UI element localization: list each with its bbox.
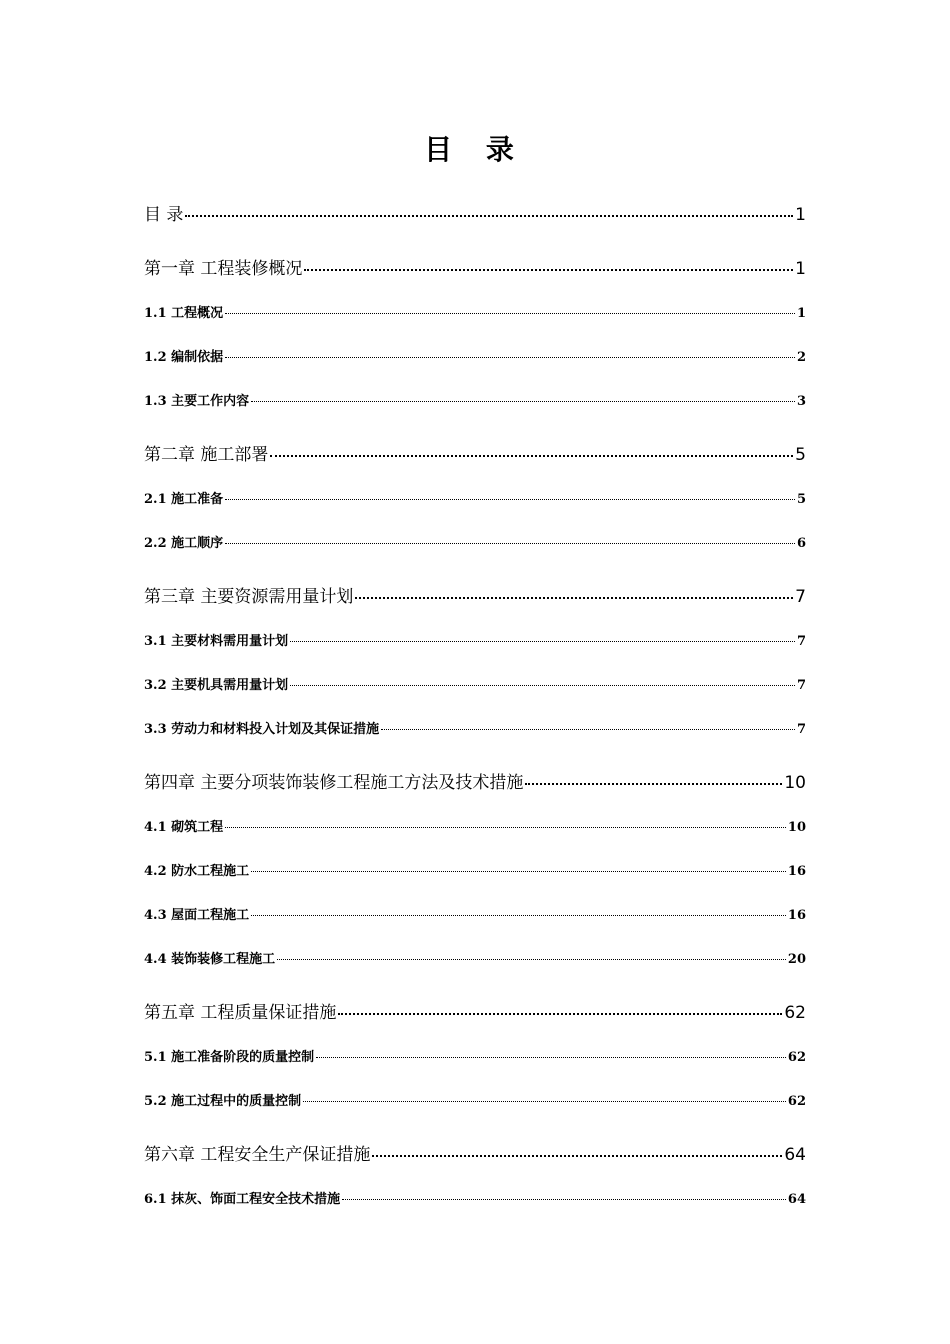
toc-entry-7[interactable] — [144, 534, 806, 554]
toc-entry-label: 第五章 工程质量保证措施 — [144, 1003, 337, 1023]
toc-dot-leader — [225, 499, 795, 500]
toc-dot-leader — [225, 313, 795, 314]
toc-entry-19[interactable] — [144, 1092, 806, 1112]
toc-entry-label: 1.3 主要工作内容 — [144, 394, 250, 409]
toc-entry-label: 3.2 主要机具需用量计划 — [144, 678, 289, 693]
toc-entry-10[interactable] — [144, 676, 806, 696]
toc-entry-8[interactable] — [144, 584, 806, 610]
toc-entry-18[interactable] — [144, 1048, 806, 1068]
toc-dot-leader — [290, 641, 795, 642]
toc-entry-label: 5.2 施工过程中的质量控制 — [144, 1094, 302, 1109]
toc-entry-page-number: 62 — [787, 1050, 806, 1065]
toc-dot-leader — [381, 729, 795, 730]
toc-dot-leader — [251, 915, 786, 916]
toc-entry-label: 第三章 主要资源需用量计划 — [144, 587, 354, 607]
toc-entry-label: 2.1 施工准备 — [144, 492, 224, 507]
toc-entry-14[interactable] — [144, 862, 806, 882]
toc-entry-page-number: 10 — [784, 773, 806, 793]
toc-entry-0[interactable] — [144, 202, 806, 228]
toc-entry-label: 4.4 装饰装修工程施工 — [144, 952, 276, 967]
toc-dot-leader — [316, 1057, 786, 1058]
toc-entry-page-number: 6 — [796, 536, 806, 551]
toc-dot-leader — [270, 455, 793, 457]
toc-entry-13[interactable] — [144, 818, 806, 838]
toc-entry-6[interactable] — [144, 490, 806, 510]
toc-entry-label: 第二章 施工部署 — [144, 445, 269, 465]
toc-dot-leader — [342, 1199, 786, 1200]
toc-dot-leader — [225, 543, 795, 544]
toc-entry-page-number: 16 — [787, 908, 806, 923]
toc-entry-page-number: 5 — [795, 445, 806, 465]
toc-entry-label: 5.1 施工准备阶段的质量控制 — [144, 1050, 315, 1065]
toc-entry-label: 6.1 抹灰、饰面工程安全技术措施 — [144, 1192, 341, 1207]
toc-entry-12[interactable] — [144, 770, 806, 796]
toc-entry-1[interactable] — [144, 256, 806, 282]
toc-entry-9[interactable] — [144, 632, 806, 652]
toc-entry-page-number: 7 — [796, 722, 806, 737]
toc-entry-16[interactable] — [144, 950, 806, 970]
toc-entry-15[interactable] — [144, 906, 806, 926]
toc-entry-label: 3.3 劳动力和材料投入计划及其保证措施 — [144, 722, 380, 737]
page-title: 目 录 — [424, 133, 526, 166]
toc-entry-17[interactable] — [144, 1000, 806, 1026]
toc-entry-page-number: 62 — [787, 1094, 806, 1109]
toc-dot-leader — [304, 269, 793, 271]
toc-dot-leader — [225, 827, 786, 828]
toc-entry-label: 4.2 防水工程施工 — [144, 864, 250, 879]
toc-entry-label: 第四章 主要分项装饰装修工程施工方法及技术措施 — [144, 773, 524, 793]
toc-entry-2[interactable] — [144, 304, 806, 324]
toc-entry-page-number: 10 — [787, 820, 806, 835]
toc-entry-page-number: 7 — [796, 678, 806, 693]
toc-entry-20[interactable] — [144, 1142, 806, 1168]
toc-dot-leader — [251, 401, 795, 402]
toc-entry-5[interactable] — [144, 442, 806, 468]
toc-entry-page-number: 64 — [784, 1145, 806, 1165]
toc-dot-leader — [290, 685, 795, 686]
toc-dot-leader — [251, 871, 786, 872]
toc-entry-page-number: 1 — [796, 306, 806, 321]
toc-dot-leader — [525, 783, 782, 785]
toc-entry-label: 1.1 工程概况 — [144, 306, 224, 321]
toc-entry-page-number: 1 — [795, 259, 806, 279]
toc-entry-label: 3.1 主要材料需用量计划 — [144, 634, 289, 649]
toc-entry-page-number: 16 — [787, 864, 806, 879]
toc-entry-4[interactable] — [144, 392, 806, 412]
toc-entry-page-number: 3 — [796, 394, 806, 409]
toc-dot-leader — [303, 1101, 786, 1102]
toc-entry-label: 4.1 砌筑工程 — [144, 820, 224, 835]
toc-dot-leader — [372, 1155, 782, 1157]
toc-dot-leader — [225, 357, 795, 358]
toc-entry-page-number: 7 — [796, 634, 806, 649]
toc-entry-11[interactable] — [144, 720, 806, 740]
toc-dot-leader — [338, 1013, 782, 1015]
toc-entry-3[interactable] — [144, 348, 806, 368]
toc-entry-page-number: 20 — [787, 952, 806, 967]
toc-entry-label: 第一章 工程装修概况 — [144, 259, 303, 279]
toc-dot-leader — [185, 215, 793, 217]
toc-dot-leader — [277, 959, 786, 960]
toc-entry-label: 2.2 施工顺序 — [144, 536, 224, 551]
toc-entry-page-number: 2 — [796, 350, 806, 365]
toc-entry-label: 4.3 屋面工程施工 — [144, 908, 250, 923]
toc-entry-page-number: 64 — [787, 1192, 806, 1207]
toc-entry-label: 目 录 — [144, 205, 184, 225]
toc-entry-21[interactable] — [144, 1190, 806, 1210]
toc-entry-page-number: 1 — [795, 205, 806, 225]
toc-entry-page-number: 7 — [795, 587, 806, 607]
toc-entry-page-number: 62 — [784, 1003, 806, 1023]
toc-dot-leader — [355, 597, 793, 599]
toc-entry-label: 1.2 编制依据 — [144, 350, 224, 365]
toc-entry-label: 第六章 工程安全生产保证措施 — [144, 1145, 371, 1165]
toc-entry-page-number: 5 — [796, 492, 806, 507]
